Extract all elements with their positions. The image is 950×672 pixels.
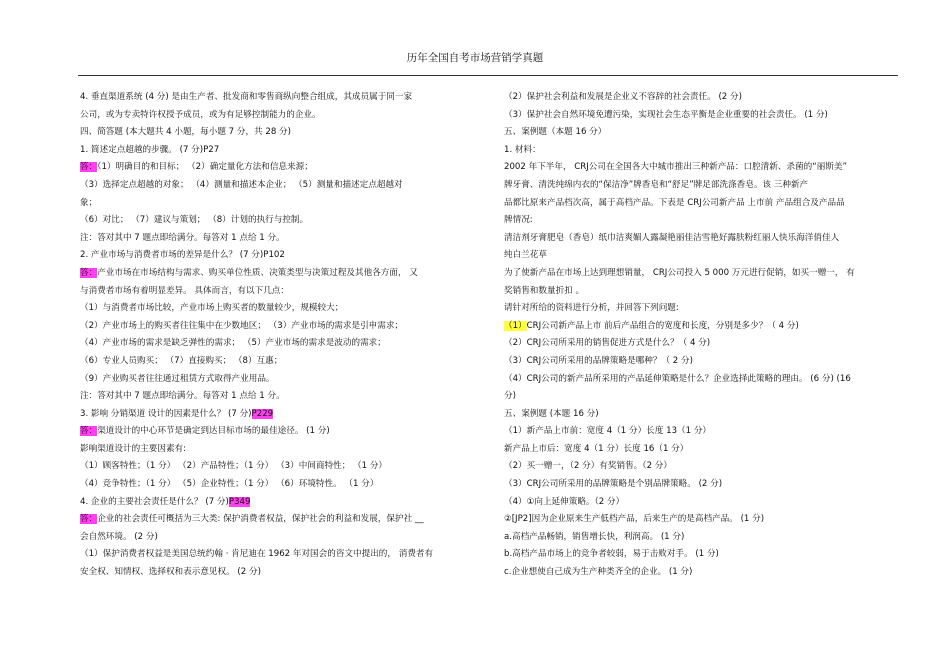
text-line: （4）产业市场的需求是缺乏弹性的需求； （5）产业市场的需求是波动的需求；: [80, 338, 386, 349]
text-line: （2）CRJ公司所采用的销售促进方式是什么？（ 4 分): [504, 338, 711, 349]
text-line: a.高档产品畅销，销售增长快，利润高。 (1 分): [504, 531, 685, 542]
line-text: 4. 企业的主要社会责任是什么？ (7 分): [80, 496, 229, 507]
question-highlight: （1）: [504, 320, 527, 331]
text-line: [80, 406, 484, 424]
text-line: ②[JP2]因为企业原来生产低档产品，后来生产的是高档产品。 (1 分): [504, 514, 765, 525]
text-line: 象；: [80, 197, 98, 208]
text-line: [80, 159, 484, 177]
answer-marker: 答：: [80, 514, 98, 525]
text-line: 牌情况:: [504, 215, 533, 226]
right-column: [504, 89, 900, 582]
text-line: 安全权、知情权、选择权和表示意见权。 (2 分): [80, 567, 261, 578]
text-line: 四、简答题 (本大题共 4 小题，每小题 7 分，共 28 分): [80, 127, 291, 138]
text-line: [80, 511, 484, 529]
text-line: 2002 年下半年， CRJ公司在全国各大中城市推出三种新产品：口腔清新、杀菌的“丽斯美”: [504, 162, 847, 173]
text-line: c.企业想使自己成为生产种类齐全的企业。 (1 分): [504, 567, 693, 578]
text-line: （2）保护社会利益和发展是企业义不容辞的社会责任。 (2 分): [504, 92, 742, 102]
text-line: （1）保护消费者权益是美国总统约翰 · 肯尼迪在 1962 年对国会的咨文中提出的， 消费者有: [80, 549, 434, 560]
line-text: （1）明确目的和目标； （2）确定量化方法和信息来源；: [97, 162, 313, 173]
text-line: 分): [504, 391, 516, 402]
text-line: （6）专业人员购买； （7）直接购买； （8）互惠；: [80, 355, 283, 366]
text-line: （4）CRJ公司的新产品所采用的产品延伸策略是什么？企业选择此策略的理由。 (6 分) (16: [504, 373, 851, 384]
text-line: 影响渠道设计的主要因素有:: [80, 443, 187, 454]
text-line: 品都比原来产品档次高，属于高档产品。下表是 CRJ公司新产品 上市前 产品组合及产品品: [504, 197, 845, 208]
text-line: 4. 垂直渠道系统 (4 分) 是由生产者、批发商和零售商纵向整合组成，其成员属于同一家: [80, 92, 413, 102]
answer-marker: 答：: [80, 267, 98, 278]
text-line: （1）与消费者市场比较，产业市场上购买者的数量较少，规模较大；: [80, 303, 344, 314]
text-line: 1. 简述定点超越的步骤。 (7 分)P27: [80, 144, 220, 155]
text-line: 2. 产业市场与消费者市场的差异是什么？ (7 分)P102: [80, 250, 285, 261]
line-text: 产业市场在市场结构与需求、购买单位性质、决策类型与决策过程及其他各方面， 又: [97, 267, 418, 278]
text-line: 与消费者市场有着明显差异。 具体而言，有以下几点：: [80, 285, 289, 296]
text-line: 注：答对其中 7 题点即给满分。每答对 1 点给 1 分。: [80, 232, 285, 243]
page-ref-highlight: P229: [251, 408, 274, 419]
text-line: b.高档产品市场上的竞争者较弱，易于击败对手。 (1 分): [504, 549, 719, 560]
text-line: [80, 423, 484, 441]
text-line: 奖销售和数量折扣 。: [504, 285, 585, 296]
text-line: （1）顾客特性；（1 分） （2）产品特性；（1 分） （3）中间商特性； （1 分）: [80, 461, 388, 472]
text-line: [504, 318, 900, 336]
text-line: 会自然环境。 (2 分): [80, 531, 158, 542]
text-line: 为了使新产品在市场上达到理想销量， CRJ公司投入 5 000 万元进行促销，如买一赠一， 有: [504, 267, 855, 278]
text-line: [80, 494, 484, 512]
text-line: （4）竞争特性；（1 分） （5）企业特性；（1 分） （6）环境特性。 （1 分）: [80, 479, 379, 490]
text-line: 清洁剂牙膏肥皂（香皂）纸巾洁爽媚人露凝艳丽佳洁雪艳好露肤粉红丽人快乐海洋俏佳人: [504, 232, 840, 243]
text-line: 五、案例题 (本题 16 分): [504, 408, 599, 419]
text-line: （3）保护社会自然环境免遭污染，实现社会生态平衡是企业重要的社会责任。 (1 分): [504, 109, 828, 120]
text-line: （4）①向上延伸策略。（2 分）: [504, 496, 625, 507]
text-line: （3）CRJ公司所采用的品牌策略是哪种？（ 2 分): [504, 355, 693, 366]
text-line: 请针对所给的资料进行分析，并回答下列问题:: [504, 303, 679, 314]
line-text: 渠道设计的中心环节是确定到达目标市场的最佳途径。 (1 分): [97, 426, 330, 437]
text-line: （6）对比； （7）建议与策划； （8）计划的执行与控制。: [80, 215, 309, 226]
text-line: 牌牙膏、清洗纯绵内衣的“保洁净”牌香皂和“舒足”牌足部洗涤香皂。该 三种新产: [504, 179, 809, 190]
answer-marker: 答：: [80, 426, 98, 437]
text-line: （2）产业市场上的购买者往往集中在少数地区； （3）产业市场的需求是引申需求；: [80, 320, 404, 331]
text-line: （9）产业购买者往往通过租赁方式取得产业用品。: [80, 373, 275, 384]
line-text: CRJ公司新产品上市 前后产品组合的宽度和长度，分别是多少？（ 4 分): [526, 320, 799, 331]
text-line: （3）选择定点超越的对象； （4）测量和描述本企业； （5）测量和描述定点超越对: [80, 179, 403, 190]
text-line: 五、案例题（本题 16 分）: [504, 127, 607, 138]
left-column: [80, 89, 484, 582]
text-line: 新产品上市后：宽度 4（1 分）长度 16（1 分）: [504, 443, 689, 454]
header-rule: [78, 75, 898, 76]
text-line: 纯白兰花草: [504, 250, 547, 261]
text-line: （2）买一赠一，（2 分）有奖销售。（2 分）: [504, 461, 672, 472]
text-line: （3）CRJ公司所采用的品牌策略是个别品牌策略。 (2 分): [504, 479, 723, 490]
line-text: 3. 影响 分销渠道 设计的因素是什么？ (7 分): [80, 408, 252, 419]
text-line: （1）新产品上市前：宽度 4（1 分）长度 13（1 分）: [504, 426, 712, 437]
line-text: 企业的社会责任可概括为三大类: 保护消费者权益，保护社会的利益和发展，保护社 __: [97, 514, 424, 525]
answer-marker: 答：: [80, 162, 98, 173]
text-line: 注：答对其中 7 题点即给满分。每答对 1 点给 1 分。: [80, 391, 285, 402]
text-line: 1. 材料：: [504, 144, 541, 155]
text-line: [80, 265, 484, 283]
page-ref-highlight: P349: [228, 496, 251, 507]
text-line: 公司，或为专卖特许权授予成员，或为有足够控制能力的企业。: [80, 109, 321, 120]
page-title: 历年全国自考市场营销学真题: [406, 52, 544, 64]
